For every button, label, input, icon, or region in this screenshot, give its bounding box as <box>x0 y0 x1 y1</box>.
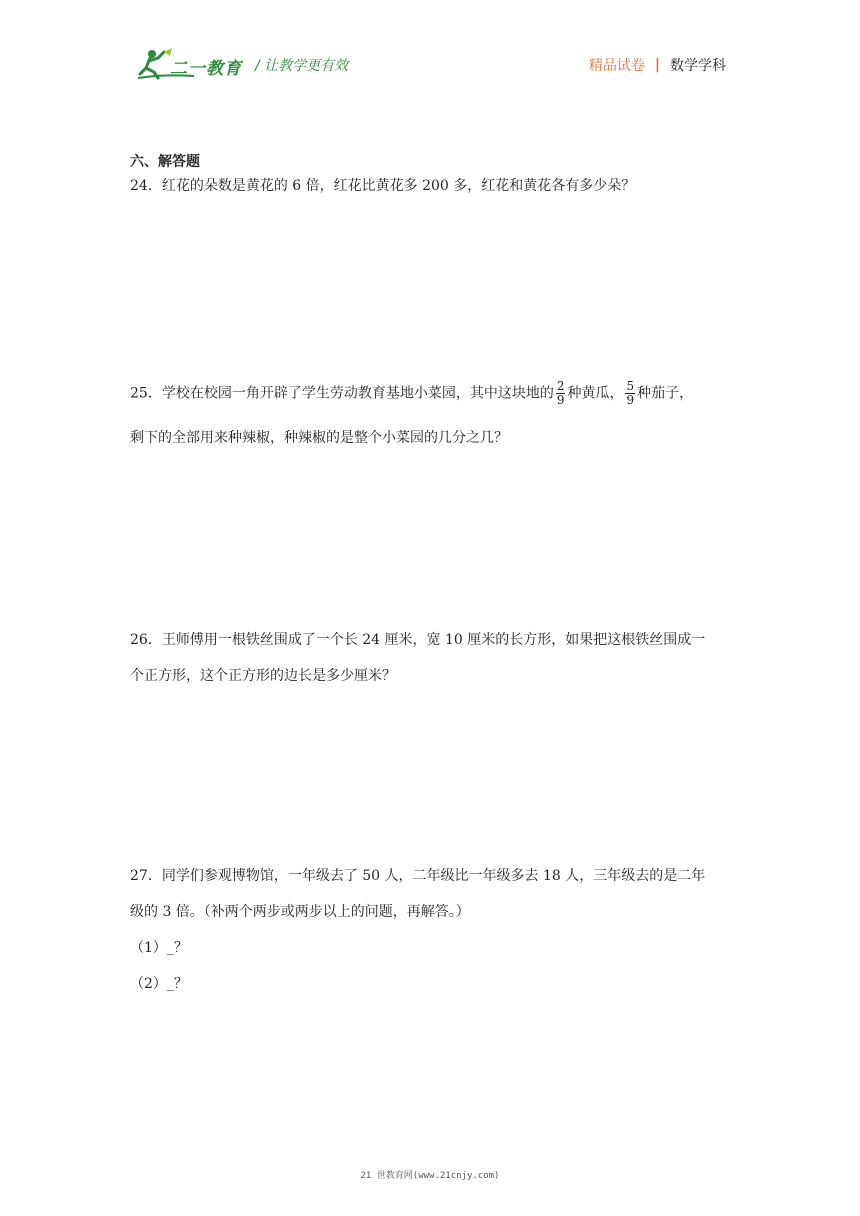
question-25-part1: 25．学校在校园一角开辟了学生劳动教育基地小菜园，其中这块地的 <box>130 385 554 402</box>
fraction-5-9 <box>625 380 635 407</box>
slogan: / 让教学更有效 <box>255 58 349 74</box>
subject-label: 数学学科 <box>670 58 726 74</box>
fraction-denominator: 9 <box>556 393 565 407</box>
header-separator: | <box>654 57 660 73</box>
question-25-line2 <box>130 428 734 448</box>
question-26 <box>130 630 734 686</box>
question-26-line2: 个正方形，这个正方形的边长是多少厘米？ <box>130 668 396 684</box>
page-header <box>0 0 860 90</box>
question-25-part3: 种茄子， <box>637 385 694 402</box>
fraction-denominator: 9 <box>626 393 635 407</box>
question-25 <box>130 380 734 407</box>
question-25-part2: 种黄瓜， <box>567 385 624 402</box>
page-footer: 21 世教育网(www.21cnjy.com) <box>360 1171 500 1181</box>
question-27-sub2: （2）_？ <box>130 976 188 992</box>
section-title: 六、解答题 <box>130 154 200 170</box>
question-26-line1: 26．王师傅用一根铁丝围成了一个长 24 厘米，宽 10 厘米的长方形，如果把这根铁丝围成一 <box>130 632 706 648</box>
fraction-numerator: 2 <box>556 379 565 393</box>
question-24-text: 24．红花的朵数是黄花的 6 倍，红花比黄花多 200 多，红花和黄花各有多少朵？ <box>130 178 636 194</box>
logo-text: 二一教育 <box>170 59 242 79</box>
fraction-numerator: 5 <box>626 379 635 393</box>
question-27 <box>130 866 734 994</box>
brand-label: 精品试卷 <box>588 58 645 74</box>
question-27-line1: 27．同学们参观博物馆，一年级去了 50 人，二年级比一年级多去 18 人，三年级去的是二年 <box>130 868 706 884</box>
question-27-sub1: （1）_？ <box>130 940 188 956</box>
fraction-2-9 <box>556 380 566 407</box>
header-right <box>589 55 726 75</box>
question-25-line2-text: 剩下的全部用来种辣椒，种辣椒的是整个小菜园的几分之几？ <box>130 430 508 446</box>
question-24 <box>130 176 734 196</box>
question-27-line2: 级的 3 倍。（补两个两步或两步以上的问题，再解答。） <box>130 904 470 920</box>
